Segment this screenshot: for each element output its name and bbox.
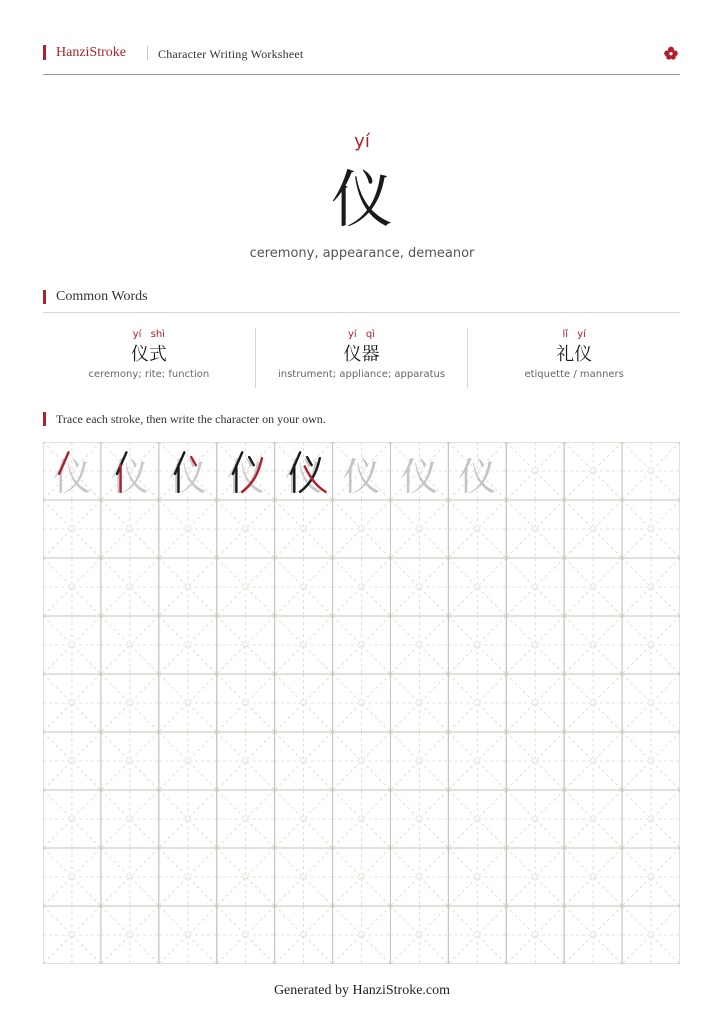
word-item (467, 328, 680, 388)
practice-cell[interactable] (101, 790, 159, 848)
practice-cell[interactable] (448, 790, 506, 848)
practice-cell[interactable] (159, 674, 217, 732)
practice-cell[interactable] (275, 790, 333, 848)
practice-cell[interactable] (390, 732, 448, 790)
practice-instruction-heading (43, 410, 680, 430)
practice-cell[interactable] (506, 674, 564, 732)
word-meaning: etiquette / manners (524, 369, 624, 380)
worksheet-header (43, 44, 680, 75)
practice-cell[interactable] (333, 732, 391, 790)
word-pinyin: yí shì (132, 329, 165, 340)
practice-cell[interactable] (506, 790, 564, 848)
practice-cell[interactable] (622, 906, 680, 964)
practice-cell[interactable] (448, 906, 506, 964)
word-meaning: instrument; appliance; apparatus (277, 369, 446, 380)
practice-cell[interactable] (333, 558, 391, 616)
trace-glyph: 仪 (342, 455, 381, 500)
common-words-title: Common Words (56, 289, 148, 304)
word-item (255, 328, 468, 388)
practice-cell[interactable] (390, 616, 448, 674)
footer (0, 983, 724, 999)
practice-cell[interactable] (43, 558, 101, 616)
word-item (43, 328, 255, 388)
practice-cell[interactable] (390, 906, 448, 964)
practice-cell[interactable] (333, 790, 391, 848)
practice-cell[interactable] (506, 848, 564, 906)
practice-cell[interactable] (101, 848, 159, 906)
stroke-order-glyph: 仪 (226, 455, 265, 500)
practice-cell[interactable] (622, 848, 680, 906)
practice-cell[interactable] (506, 500, 564, 558)
common-words-heading (43, 288, 680, 313)
practice-cell[interactable] (390, 674, 448, 732)
practice-cell[interactable] (159, 732, 217, 790)
practice-cell[interactable] (43, 616, 101, 674)
practice-cell[interactable] (448, 500, 506, 558)
practice-cell[interactable] (159, 558, 217, 616)
practice-cell[interactable] (622, 674, 680, 732)
word-hanzi: 仪器 (343, 344, 380, 365)
header-separator (147, 46, 148, 60)
word-pinyin: yí qì (348, 329, 376, 340)
practice-cell[interactable] (43, 848, 101, 906)
practice-grid (43, 442, 680, 964)
practice-cell[interactable] (448, 732, 506, 790)
practice-cell[interactable] (390, 848, 448, 906)
practice-cell[interactable] (564, 674, 622, 732)
practice-cell[interactable] (217, 674, 275, 732)
section-accent-bar (43, 412, 46, 426)
practice-cell[interactable] (101, 500, 159, 558)
word-hanzi: 仪式 (130, 344, 167, 365)
word-meaning: ceremony; rite; function (88, 369, 210, 380)
practice-cell[interactable] (275, 558, 333, 616)
practice-cell[interactable] (333, 906, 391, 964)
practice-cell[interactable] (275, 848, 333, 906)
stroke-order-glyph: 仪 (52, 455, 91, 500)
practice-cell[interactable] (217, 848, 275, 906)
word-hanzi: 礼仪 (556, 344, 593, 365)
practice-cell[interactable] (622, 500, 680, 558)
practice-cell[interactable] (506, 906, 564, 964)
practice-instruction: Trace each stroke, then write the character on your own. (56, 412, 326, 426)
practice-cell[interactable] (506, 732, 564, 790)
practice-cell[interactable] (217, 558, 275, 616)
practice-cell[interactable] (564, 848, 622, 906)
practice-cell[interactable] (333, 500, 391, 558)
stroke-order-glyph: 仪 (284, 455, 323, 500)
practice-cell[interactable] (101, 674, 159, 732)
practice-cell[interactable] (564, 790, 622, 848)
practice-cell[interactable] (101, 616, 159, 674)
trace-glyph: 仪 (458, 455, 497, 500)
practice-cell[interactable] (390, 558, 448, 616)
practice-cell[interactable] (333, 616, 391, 674)
practice-cell[interactable] (333, 674, 391, 732)
practice-cell[interactable] (564, 732, 622, 790)
practice-cell[interactable] (43, 500, 101, 558)
practice-cell[interactable] (275, 616, 333, 674)
practice-cell[interactable] (217, 500, 275, 558)
practice-cell[interactable] (101, 732, 159, 790)
common-words-list (43, 328, 680, 388)
practice-cell[interactable] (448, 558, 506, 616)
practice-cell[interactable] (159, 906, 217, 964)
practice-cell[interactable] (564, 558, 622, 616)
practice-cell[interactable] (101, 906, 159, 964)
practice-cell[interactable] (622, 442, 680, 500)
practice-cell[interactable] (43, 906, 101, 964)
practice-cell[interactable] (390, 790, 448, 848)
character-pinyin: yí (354, 131, 370, 152)
practice-cell[interactable] (217, 732, 275, 790)
practice-cell[interactable] (622, 732, 680, 790)
practice-cell[interactable] (506, 616, 564, 674)
practice-cell[interactable] (622, 558, 680, 616)
practice-cell[interactable] (448, 848, 506, 906)
practice-cell[interactable] (333, 848, 391, 906)
main-character: 仪 (330, 163, 393, 236)
practice-cell[interactable] (275, 906, 333, 964)
section-accent-bar (43, 290, 46, 304)
practice-cell[interactable] (564, 616, 622, 674)
practice-cell[interactable] (564, 906, 622, 964)
character-meaning: ceremony, appearance, demeanor (249, 246, 475, 261)
practice-cell[interactable] (217, 790, 275, 848)
header-accent-bar (43, 45, 46, 60)
practice-cell[interactable] (159, 848, 217, 906)
practice-cell[interactable] (275, 674, 333, 732)
worksheet-title: Character Writing Worksheet (158, 47, 304, 61)
footer-text: Generated by HanziStroke.com (273, 983, 451, 998)
practice-cell[interactable] (43, 790, 101, 848)
word-pinyin: lǐ yí (562, 329, 586, 340)
practice-cell[interactable] (217, 616, 275, 674)
practice-cell[interactable] (390, 500, 448, 558)
stroke-order-glyph: 仪 (110, 455, 149, 500)
practice-cell[interactable] (275, 500, 333, 558)
practice-cell[interactable] (448, 674, 506, 732)
practice-cell[interactable] (506, 558, 564, 616)
practice-cell[interactable] (101, 558, 159, 616)
practice-cell[interactable] (622, 790, 680, 848)
trace-glyph: 仪 (400, 455, 439, 500)
brand-name: HanziStroke (56, 45, 126, 60)
practice-cell[interactable] (43, 674, 101, 732)
practice-cell[interactable] (159, 616, 217, 674)
practice-cell[interactable] (217, 906, 275, 964)
practice-cell[interactable] (159, 500, 217, 558)
practice-cell[interactable] (275, 732, 333, 790)
practice-cell[interactable] (564, 500, 622, 558)
flower-icon (664, 46, 678, 60)
practice-cell[interactable] (622, 616, 680, 674)
practice-cell[interactable] (564, 442, 622, 500)
practice-cell[interactable] (448, 616, 506, 674)
practice-cell[interactable] (159, 790, 217, 848)
practice-cell[interactable] (43, 732, 101, 790)
practice-cell[interactable] (506, 442, 564, 500)
stroke-order-glyph: 仪 (168, 455, 207, 500)
